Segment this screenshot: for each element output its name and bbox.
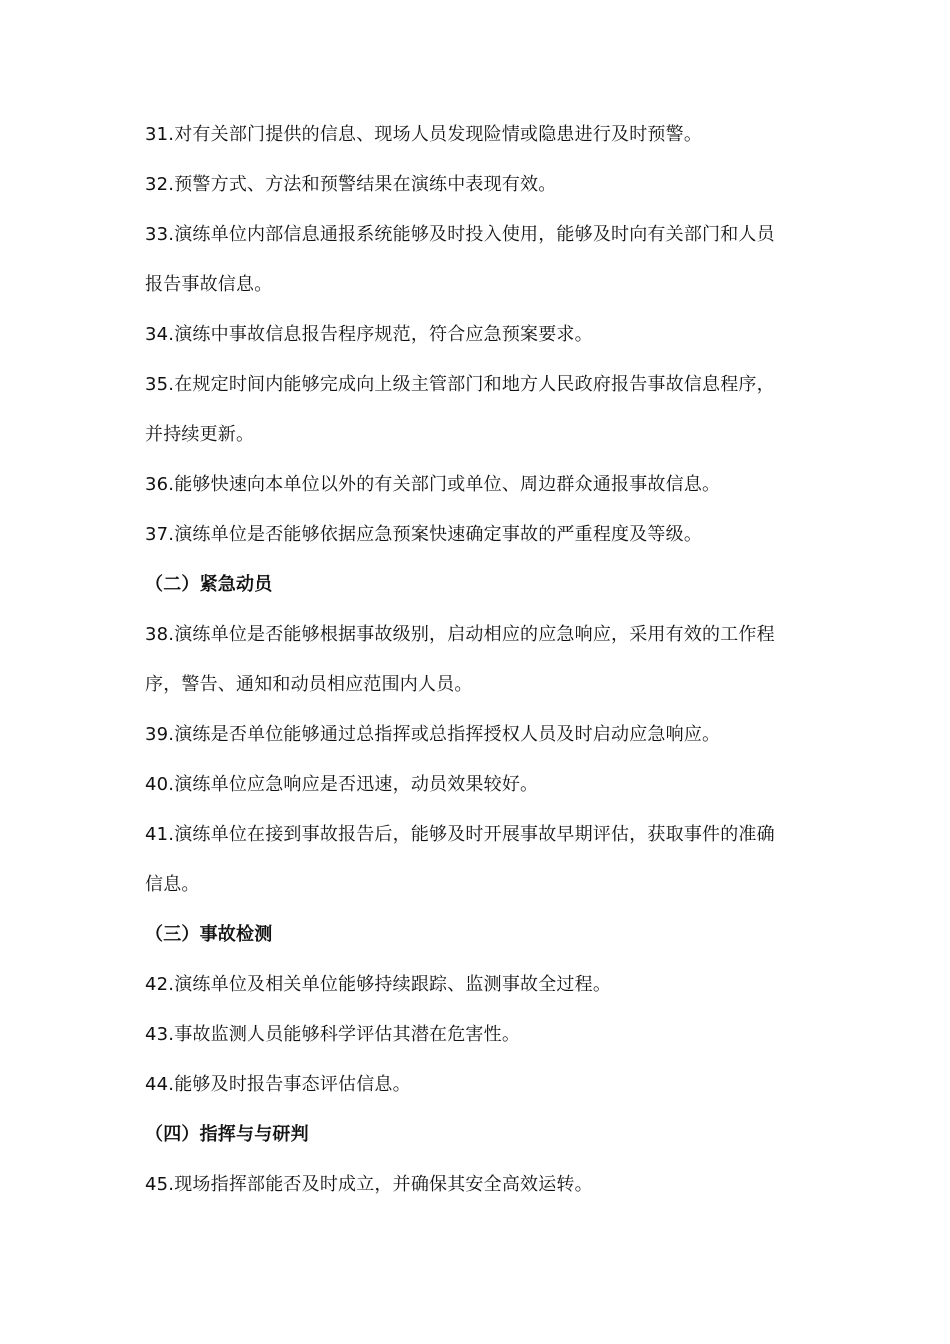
section-heading: （四）指挥与与研判 xyxy=(145,1124,309,1145)
list-item-continuation: 并持续更新。 xyxy=(145,424,255,445)
list-item: 43.事故监测人员能够科学评估其潜在危害性。 xyxy=(145,1024,521,1045)
list-item: 32.预警方式、方法和预警结果在演练中表现有效。 xyxy=(145,174,557,195)
list-item-continuation: 信息。 xyxy=(145,874,200,895)
list-item-continuation: 报告事故信息。 xyxy=(145,274,273,295)
list-item-continuation: 序，警告、通知和动员相应范围内人员。 xyxy=(145,674,473,695)
document-page xyxy=(145,110,815,1210)
list-item: 37.演练单位是否能够依据应急预案快速确定事故的严重程度及等级。 xyxy=(145,524,703,545)
list-item: 40.演练单位应急响应是否迅速，动员效果较好。 xyxy=(145,774,539,795)
list-item: 36.能够快速向本单位以外的有关部门或单位、周边群众通报事故信息。 xyxy=(145,474,721,495)
section-heading: （三）事故检测 xyxy=(145,924,273,945)
list-item: 31.对有关部门提供的信息、现场人员发现险情或隐患进行及时预警。 xyxy=(145,124,703,145)
list-item: 44.能够及时报告事态评估信息。 xyxy=(145,1074,411,1095)
list-item: 45.现场指挥部能否及时成立，并确保其安全高效运转。 xyxy=(145,1174,593,1195)
list-item: 35.在规定时间内能够完成向上级主管部门和地方人民政府报告事故信息程序， xyxy=(145,374,775,395)
list-item: 33.演练单位内部信息通报系统能够及时投入使用，能够及时向有关部门和人员 xyxy=(145,224,775,245)
list-item: 39.演练是否单位能够通过总指挥或总指挥授权人员及时启动应急响应。 xyxy=(145,724,721,745)
section-heading: （二）紧急动员 xyxy=(145,574,273,595)
list-item: 34.演练中事故信息报告程序规范，符合应急预案要求。 xyxy=(145,324,593,345)
list-item: 42.演练单位及相关单位能够持续跟踪、监测事故全过程。 xyxy=(145,974,612,995)
list-item: 41.演练单位在接到事故报告后，能够及时开展事故早期评估，获取事件的准确 xyxy=(145,824,775,845)
list-item: 38.演练单位是否能够根据事故级别，启动相应的应急响应，采用有效的工作程 xyxy=(145,624,775,645)
